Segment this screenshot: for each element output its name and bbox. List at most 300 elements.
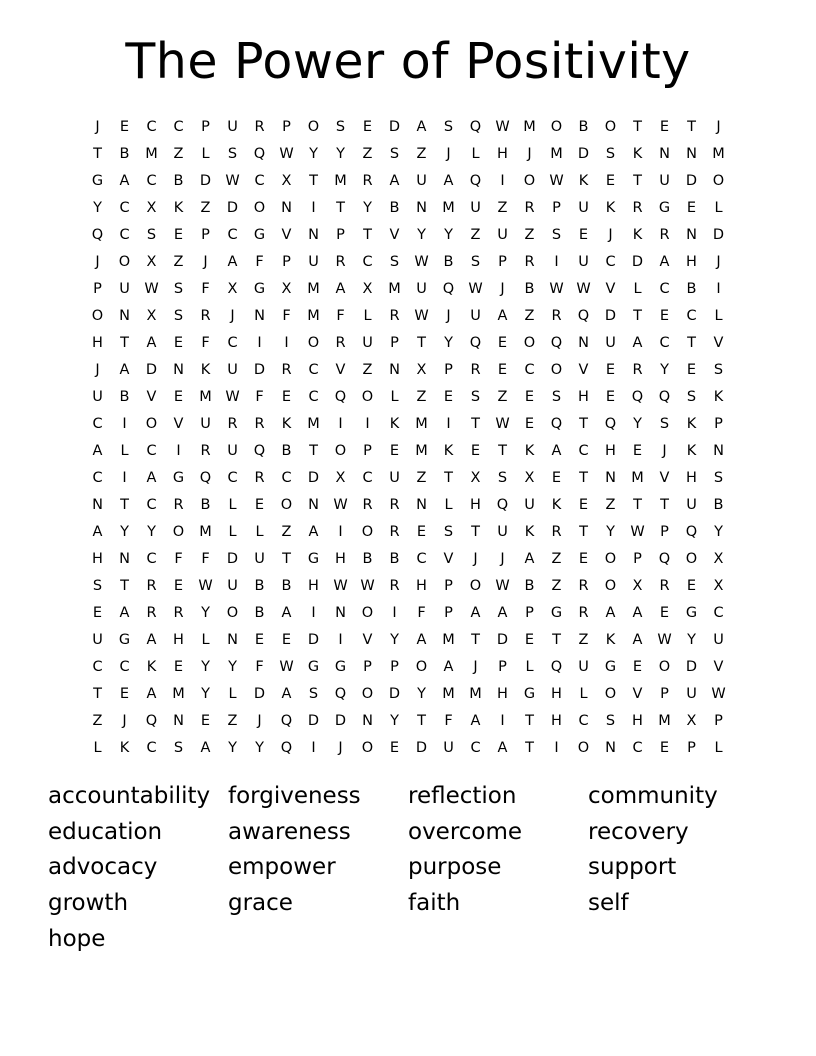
grid-letter: Q [334,389,347,405]
grid-letter: M [658,713,671,729]
grid-letter: U [308,254,319,270]
grid-letter: M [469,686,482,702]
grid-letter: C [119,227,130,243]
grid-letter: E [551,470,562,486]
grid-letter: A [497,740,508,756]
grid-letter: R [551,308,562,324]
grid-letter: E [254,632,265,648]
grid-letter: O [307,335,320,351]
grid-letter: H [416,578,427,594]
grid-letter: U [578,200,589,216]
grid-letter: J [95,362,100,378]
grid-letter: S [551,227,562,243]
grid-letter: A [632,632,643,648]
grid-letter: R [146,578,157,594]
grid-letter: R [389,308,400,324]
grid-letter: Y [660,362,669,378]
grid-letter: D [307,713,320,729]
grid-letter: B [119,389,130,405]
grid-letter: P [282,119,291,135]
grid-letter: T [687,335,696,351]
grid-letter: N [308,227,319,243]
grid-letter: P [390,659,399,675]
grid-letter: C [146,740,157,756]
grid-letter: C [578,713,589,729]
grid-letter: A [200,740,211,756]
grid-letter: P [552,200,561,216]
grid-letter: E [659,308,670,324]
grid-letter: I [257,335,262,351]
word-list-item: faith [408,890,461,917]
grid-letter: P [444,362,453,378]
grid-letter: U [227,362,238,378]
grid-row [84,708,732,735]
grid-letter: Q [604,416,617,432]
grid-letter: T [633,308,642,324]
grid-letter: C [470,740,481,756]
grid-letter: H [92,335,103,351]
grid-letter: W [549,173,564,189]
grid-letter: E [362,119,373,135]
grid-letter: P [660,686,669,702]
grid-letter: D [631,254,644,270]
grid-letter: G [91,173,104,189]
grid-letter: U [362,335,373,351]
grid-row [84,546,732,573]
grid-letter: J [473,551,478,567]
grid-letter: E [659,605,670,621]
grid-letter: W [225,389,240,405]
grid-letter: L [93,740,102,756]
grid-letter: B [443,254,454,270]
grid-letter: B [281,443,292,459]
grid-letter: U [254,551,265,567]
grid-letter: M [307,416,320,432]
grid-letter: N [92,497,103,513]
grid-letter: Z [200,200,211,216]
grid-letter: U [227,119,238,135]
grid-letter: E [497,362,508,378]
grid-letter: W [225,173,240,189]
grid-letter: D [712,227,725,243]
grid-letter: S [551,389,562,405]
grid-letter: E [605,389,616,405]
grid-letter: D [685,659,698,675]
grid-row [84,357,732,384]
grid-letter: Z [173,146,184,162]
grid-letter: W [333,578,348,594]
grid-letter: Y [687,632,696,648]
grid-letter: W [711,686,726,702]
word-list-item: community [588,783,718,809]
grid-letter: P [687,740,696,756]
grid-letter: E [173,659,184,675]
grid-letter: U [227,443,238,459]
grid-letter: V [632,686,643,702]
grid-letter: A [281,605,292,621]
grid-letter: A [119,173,130,189]
grid-letter: E [686,200,697,216]
grid-letter: P [282,254,291,270]
grid-letter: L [444,497,453,513]
grid-letter: S [389,146,400,162]
grid-letter: E [578,227,589,243]
grid-letter: J [122,713,127,729]
grid-letter: V [146,389,157,405]
grid-letter: N [605,740,616,756]
grid-letter: C [659,335,670,351]
grid-letter: G [550,605,563,621]
grid-letter: K [686,443,697,459]
grid-letter: P [444,578,453,594]
grid-letter: U [605,335,616,351]
grid-letter: T [363,227,372,243]
grid-letter: A [335,281,346,297]
grid-letter: Y [390,713,399,729]
grid-letter: Q [469,335,482,351]
grid-letter: M [523,119,536,135]
grid-letter: V [443,551,454,567]
grid-letter: J [500,281,505,297]
grid-letter: S [605,713,616,729]
grid-letter: L [228,686,237,702]
grid-letter: D [145,362,158,378]
grid-letter: T [120,578,129,594]
grid-letter: Z [362,146,373,162]
grid-letter: T [471,416,480,432]
grid-letter: Z [497,200,508,216]
grid-letter: T [687,119,696,135]
grid-letter: O [550,119,563,135]
grid-letter: O [469,578,482,594]
grid-letter: J [473,659,478,675]
grid-letter: T [525,740,534,756]
grid-letter: J [716,254,721,270]
grid-letter: F [201,335,210,351]
grid-letter: F [255,254,264,270]
grid-letter: S [443,524,454,540]
grid-letter: N [416,200,427,216]
grid-letter: H [497,146,508,162]
grid-letter: D [226,200,239,216]
grid-letter: Q [145,713,158,729]
grid-letter: R [470,362,481,378]
grid-letter: Z [173,254,184,270]
word-list-item: support [588,854,677,881]
grid-letter: J [662,443,667,459]
grid-letter: Q [631,389,644,405]
grid-letter: M [712,146,725,162]
grid-letter: R [335,254,346,270]
grid-letter: L [201,146,210,162]
grid-letter: Z [227,713,238,729]
grid-letter: S [470,389,481,405]
grid-letter: E [281,632,292,648]
grid-letter: K [632,146,643,162]
grid-letter: S [686,389,697,405]
word-list-item: awareness [228,818,351,845]
grid-letter: A [632,605,643,621]
grid-letter: E [92,605,103,621]
grid-letter: Y [606,524,615,540]
grid-letter: L [714,740,723,756]
grid-letter: O [712,173,725,189]
grid-letter: C [146,119,157,135]
grid-letter: P [498,254,507,270]
letter-grid [84,114,732,762]
word-list-item: purpose [408,854,502,881]
grid-letter: B [254,605,265,621]
grid-letter: W [360,578,375,594]
grid-letter: Q [577,308,590,324]
grid-letter: Z [281,524,292,540]
grid-letter: O [280,497,293,513]
grid-letter: P [498,659,507,675]
grid-letter: N [119,551,130,567]
grid-letter: R [524,200,535,216]
grid-letter: L [228,524,237,540]
grid-letter: A [119,605,130,621]
grid-letter: Y [201,605,210,621]
grid-letter: Y [390,632,399,648]
grid-letter: S [173,308,184,324]
grid-letter: O [118,254,131,270]
grid-letter: U [389,470,400,486]
grid-letter: Q [199,470,212,486]
grid-letter: V [173,416,184,432]
grid-letter: P [336,227,345,243]
grid-letter: B [281,578,292,594]
grid-letter: F [201,281,210,297]
grid-letter: E [119,686,130,702]
grid-letter: D [685,173,698,189]
grid-row [84,249,732,276]
grid-letter: V [335,362,346,378]
grid-letter: C [605,254,616,270]
grid-letter: F [201,551,210,567]
grid-letter: P [201,119,210,135]
grid-letter: Q [685,524,698,540]
grid-letter: L [714,200,723,216]
grid-letter: L [714,308,723,324]
grid-letter: D [226,551,239,567]
grid-row [84,330,732,357]
grid-letter: L [390,389,399,405]
grid-letter: Y [417,686,426,702]
grid-letter: N [389,362,400,378]
grid-letter: J [257,713,262,729]
grid-letter: J [446,146,451,162]
grid-row [84,303,732,330]
grid-letter: C [92,659,103,675]
grid-letter: X [335,470,346,486]
grid-letter: S [389,254,400,270]
grid-letter: Y [255,740,264,756]
grid-letter: L [120,443,129,459]
grid-letter: A [146,335,157,351]
grid-letter: K [713,389,724,405]
grid-letter: T [471,632,480,648]
grid-letter: O [577,740,590,756]
grid-letter: A [497,308,508,324]
grid-letter: O [361,686,374,702]
grid-letter: W [495,119,510,135]
grid-letter: O [226,605,239,621]
grid-letter: A [470,605,481,621]
grid-letter: Y [93,200,102,216]
grid-letter: M [334,173,347,189]
grid-letter: U [578,254,589,270]
word-list-item: self [588,890,629,917]
grid-letter: A [443,173,454,189]
grid-letter: Y [201,686,210,702]
grid-letter: U [659,173,670,189]
grid-letter: F [336,308,345,324]
grid-letter: M [145,146,158,162]
grid-letter: F [444,713,453,729]
grid-letter: A [551,443,562,459]
grid-letter: X [146,308,157,324]
grid-letter: S [659,416,670,432]
grid-letter: T [120,497,129,513]
grid-letter: O [145,416,158,432]
grid-letter: X [524,470,535,486]
grid-letter: B [119,146,130,162]
grid-letter: K [524,443,535,459]
grid-letter: Y [228,659,237,675]
grid-letter: G [172,470,185,486]
grid-letter: X [227,281,238,297]
grid-letter: T [633,497,642,513]
grid-letter: M [307,281,320,297]
grid-letter: A [605,605,616,621]
grid-letter: N [578,335,589,351]
grid-letter: E [578,497,589,513]
grid-row [84,573,732,600]
grid-letter: L [525,659,534,675]
grid-letter: U [524,497,535,513]
grid-letter: H [551,686,562,702]
grid-letter: C [308,362,319,378]
grid-letter: E [173,335,184,351]
grid-letter: R [335,335,346,351]
grid-row [84,519,732,546]
grid-letter: C [686,308,697,324]
grid-letter: N [335,605,346,621]
grid-letter: B [524,281,535,297]
grid-letter: O [658,659,671,675]
grid-letter: V [578,362,589,378]
grid-letter: W [198,578,213,594]
grid-letter: N [119,308,130,324]
grid-letter: Q [469,173,482,189]
grid-letter: R [389,497,400,513]
grid-letter: X [146,200,157,216]
grid-letter: I [338,632,343,648]
grid-letter: U [470,308,481,324]
grid-letter: A [227,254,238,270]
grid-letter: Y [228,740,237,756]
grid-letter: N [308,497,319,513]
grid-letter: A [416,632,427,648]
grid-letter: A [416,119,427,135]
grid-letter: Z [416,470,427,486]
grid-letter: A [92,443,103,459]
grid-letter: Z [416,146,427,162]
grid-letter: B [200,497,211,513]
grid-letter: E [173,578,184,594]
grid-letter: W [414,254,429,270]
grid-letter: I [365,416,370,432]
grid-letter: A [497,605,508,621]
grid-letter: L [579,686,588,702]
grid-letter: I [716,281,721,297]
grid-letter: U [416,173,427,189]
grid-letter: C [146,173,157,189]
grid-letter: R [200,443,211,459]
grid-letter: Y [336,146,345,162]
grid-letter: S [173,740,184,756]
grid-row [84,600,732,627]
grid-letter: W [144,281,159,297]
grid-letter: N [713,443,724,459]
grid-letter: Q [550,659,563,675]
grid-letter: D [199,173,212,189]
grid-letter: N [416,497,427,513]
grid-letter: M [415,416,428,432]
grid-letter: O [361,740,374,756]
grid-letter: U [470,200,481,216]
grid-letter: E [389,443,400,459]
grid-letter: C [227,470,238,486]
grid-letter: G [307,659,320,675]
grid-letter: A [119,362,130,378]
grid-letter: Y [444,335,453,351]
grid-letter: U [92,632,103,648]
grid-letter: I [311,605,316,621]
grid-letter: J [203,254,208,270]
grid-row [84,627,732,654]
grid-letter: A [146,470,157,486]
grid-letter: C [578,443,589,459]
grid-letter: X [146,254,157,270]
grid-letter: I [338,416,343,432]
grid-letter: I [446,416,451,432]
grid-letter: C [227,227,238,243]
grid-letter: K [173,200,184,216]
grid-letter: M [388,281,401,297]
grid-letter: B [389,551,400,567]
grid-letter: R [659,227,670,243]
grid-letter: Z [605,497,616,513]
grid-letter: B [254,578,265,594]
grid-letter: F [417,605,426,621]
grid-letter: N [227,632,238,648]
grid-letter: T [498,443,507,459]
grid-letter: M [442,200,455,216]
grid-letter: E [659,119,670,135]
grid-letter: O [91,308,104,324]
grid-letter: W [279,146,294,162]
grid-letter: K [686,416,697,432]
grid-letter: E [686,578,697,594]
grid-letter: I [554,740,559,756]
grid-letter: B [362,551,373,567]
grid-letter: O [361,389,374,405]
grid-letter: K [632,227,643,243]
grid-letter: R [632,362,643,378]
grid-letter: U [686,497,697,513]
